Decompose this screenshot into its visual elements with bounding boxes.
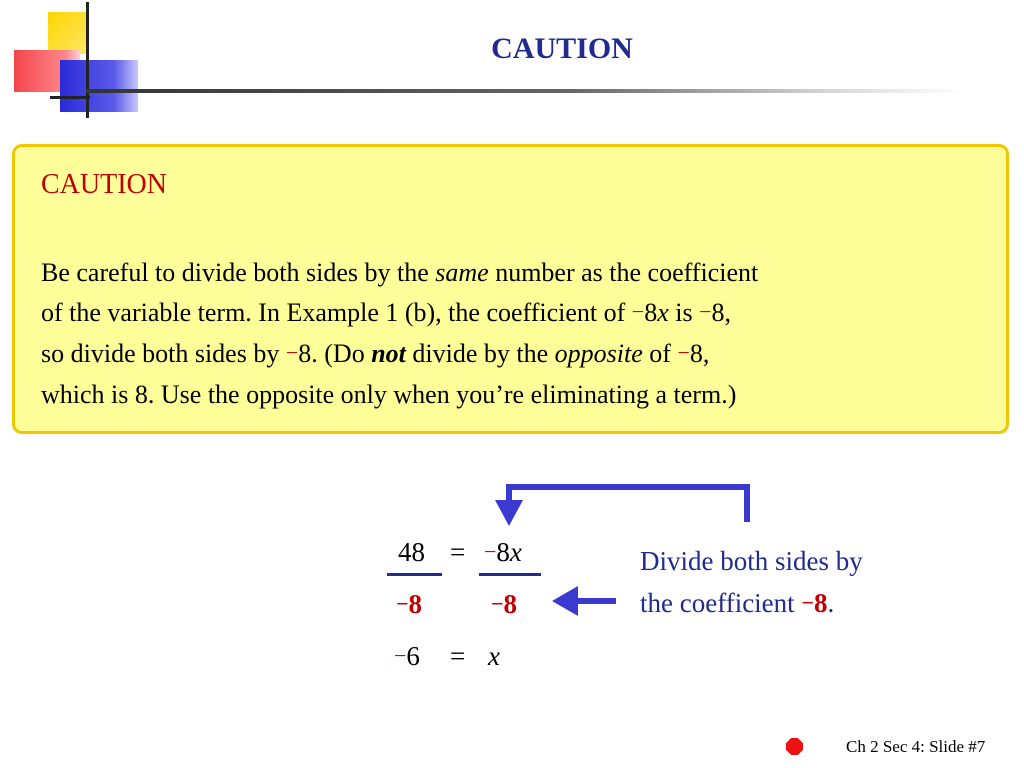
divide-note [640,540,970,626]
caution-em-not: not [371,339,406,368]
minus-sign: − [801,590,814,615]
caution-line2-b: is [668,298,700,327]
rhs-number: 8 [496,537,510,567]
bracket-arrow [509,487,747,522]
note-coef: 8 [813,588,828,618]
equation-equals: = [450,537,466,567]
equation-result-variable: x [488,641,500,671]
equation-result-equals: = [450,641,466,671]
minus-sign: − [699,299,712,324]
minus-sign: − [491,591,504,616]
divisor-number: 8 [408,589,423,619]
caution-line4: which is 8. Use the opposite only when you’re eliminating a term.) [41,380,737,409]
rhs-variable: x [509,537,522,567]
caution-line2-c: 8, [711,298,732,327]
minus-sign: − [394,643,407,668]
caution-line3-b: 8. (Do [298,339,372,368]
caution-heading: CAUTION [41,169,167,200]
bracket-arrow-head [495,500,523,526]
caution-line1-b: number as the coefficient [488,258,759,287]
minus-sign: − [285,340,299,365]
note-period: . [827,588,835,618]
caution-line3-e: 8, [689,339,710,368]
coef-variable: x [657,298,669,327]
minus-sign: − [631,299,645,324]
note-line1: Divide both sides by [640,546,863,576]
slide-footer: Ch 2 Sec 4: Slide #7 [846,737,986,756]
caution-line3-c: divide by the [405,339,555,368]
result-number: 6 [406,641,420,671]
caution-line1-a: Be careful to divide both sides by the [41,258,436,287]
caution-line2-a: of the variable term. In Example 1 (b), the coefficient of [41,298,632,327]
coef-number: 8 [644,298,658,327]
caution-em-opposite: opposite [554,339,643,368]
caution-line3-d: of [642,339,678,368]
caution-line3-a: so divide both sides by [41,339,286,368]
minus-sign: − [396,591,409,616]
left-arrow-head [552,586,578,616]
divisor-number: 8 [503,589,518,619]
minus-sign: − [677,340,690,365]
equation-lhs-top: 48 [398,537,425,567]
minus-sign: − [484,539,497,564]
slide-title: CAUTION [491,32,633,65]
note-line2: the coefficient [640,588,802,618]
caution-em-same: same [435,258,489,287]
